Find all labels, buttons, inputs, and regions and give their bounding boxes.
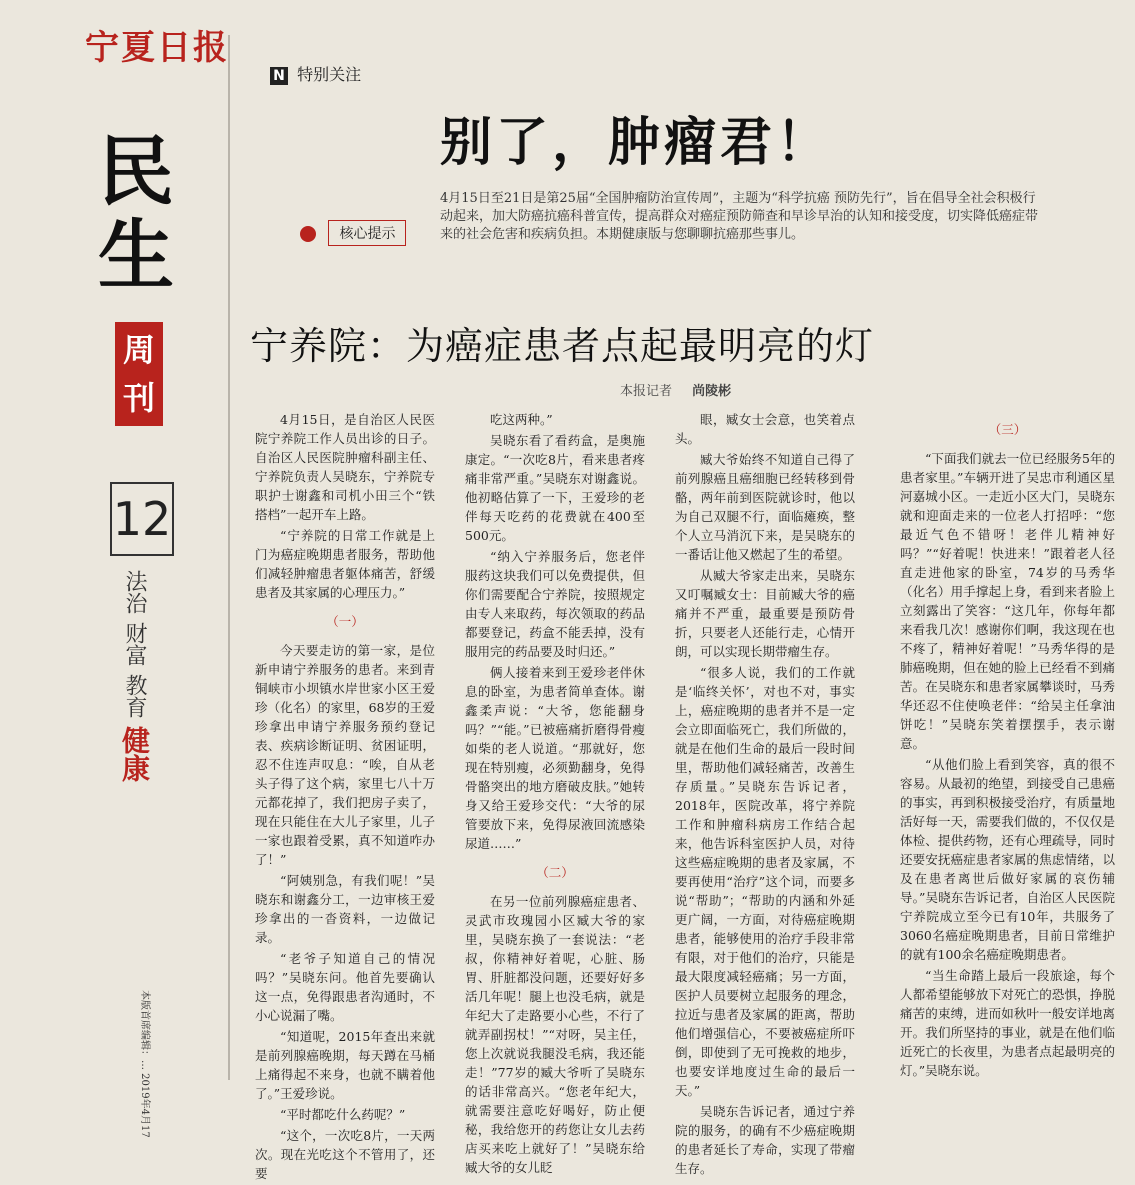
feature-headline: 别了，肿瘤君！	[440, 113, 833, 173]
paragraph: “下面我们就去一位已经服务5年的患者家里。”车辆开进了吴忠市利通区星河嘉城小区。一走近小区大门，吴晓东就和迎面走来的一位老人打招呼：“您最近气色不错呀！老伴儿精神好吗？”“好着呢！快进来！”跟着老人径直走进他家的卧室，74岁的马秀华（化名）用手撑起上身，看到来者脸上立刻露出了笑容：“这几年，你每年都来看我几次！感谢你们啊，我这现在也不疼了，精神好着呢！”马秀华得的是肺癌晚期，但在她的脸上已经看不到痛苦。在吴晓东和患者家属攀谈时，马秀华还忍不住使唤老伴：“给吴主任拿油饼吃！”吴晓东笑着摆摆手，表示谢意。	[900, 451, 1115, 751]
core-tip	[300, 220, 406, 246]
byline	[620, 380, 731, 399]
section-law: 法治	[122, 570, 147, 614]
paragraph: 眼，臧女士会意，也笑着点头。	[675, 412, 855, 446]
feature-tag	[270, 62, 361, 85]
paragraph: 在另一位前列腺癌症患者、灵武市玫瑰园小区臧大爷的家里，吴晓东换了一套说法：“老叔，你精神好着呢，心脏、肠胃、肝脏都没问题，还要好好多活几年呢！腿上也没毛病，就是年纪大了走路要小心些，不行了就弄副拐杖！”“对呀，吴主任，您上次就说我腿没毛病，我还能走！”77岁的臧大爷听了吴晓东的话非常高兴。“您老年纪大，就需要注意吃好喝好，防止便秘，我给您开的药您让女儿去药店买来吃上就好了！”吴晓东给臧大爷的女儿眨	[465, 894, 645, 1175]
paragraph: “平时都吃什么药呢？”	[280, 1107, 406, 1122]
paragraph: 今天要走访的第一家，是位新申请宁养服务的患者。来到青铜峡市小坝镇水岸世家小区王爱珍（化名）的家里，68岁的王爱珍拿出申请宁养服务预约登记表、疾病诊断证明、贫困证明，忍不住连声叹息：“唉，自从老头子得了这个病，家里七八十万元都花掉了，我们把房子卖了，现在只能住在大儿子家里，儿子一家也跟着受累，真不知道咋办了！”	[255, 643, 435, 867]
paragraph: “知道呢，2015年查出来就是前列腺癌晚期，每天蹲在马桶上痛得起不来身，也就不瞒着他了。”王爱珍说。	[255, 1029, 435, 1101]
article-column-4	[900, 410, 1115, 1082]
paragraph: “当生命踏上最后一段旅途，每个人都希望能够放下对死亡的恐惧，挣脱痛苦的束缚，进而如秋叶一般安详地离开。我们所坚持的事业，就是在他们临近死亡的长夜里，为患者点起最明亮的灯。”吴晓东说。	[900, 968, 1115, 1078]
section-health: 健康	[118, 726, 151, 782]
section-divider	[228, 35, 230, 1080]
article-column-2	[465, 410, 645, 1179]
paragraph: “纳入宁养服务后，您老伴服药这块我们可以免费提供，但你们需要配合宁养院，按照规定由专人来取药，每次领取的药品都要登记，药盒不能丢掉，没有服用完的药品要及时归还。”	[465, 549, 645, 659]
n-badge-icon: N	[270, 67, 288, 85]
paragraph: “这个，一次吃8片，一天两次。现在光吃这个不管用了，还要	[255, 1128, 435, 1181]
paragraph: “老爷子知道自己的情况吗？”吴晓东问。他首先要确认这一点，免得跟患者沟通时，不小心说漏了嘴。	[255, 951, 435, 1023]
section-number: （一）	[326, 614, 364, 629]
editor-info: 本版首席编辑：… 2019年4月17	[139, 990, 150, 1138]
paragraph: “从他们脸上看到笑容，真的很不容易。从最初的绝望，到接受自己患癌的事实，再到积极接受治疗，有质量地活好每一天，需要我们做的，不仅仅是体检、提供药物，还有心理疏导，同时还要安抚癌症患者家属的焦虑情绪，以及在患者离世后做好家属的哀伤辅导。”吴晓东告诉记者，自治区人民医院宁养院成立至今已有10年，共服务了3060名癌症晚期患者，目前日常维护的就有100余名癌症晚期患者。	[900, 757, 1115, 962]
article-column-1	[255, 410, 435, 1185]
paragraph: 臧大爷始终不知道自己得了前列腺癌且癌细胞已经转移到骨骼，两年前到医院就诊时，他以为自己双腿不行，面临瘫痪，整个人立马消沉下来，是吴晓东的一番话让他又燃起了生的希望。	[675, 452, 855, 562]
paragraph: “很多人说，我们的工作就是‘临终关怀’，对也不对，事实上，癌症晚期的患者并不是一定会立即面临死亡，我们所做的，就是在他们生命的最后一段时间里，帮助他们减轻痛苦，改善生存质量。”吴晓东告诉记者，2018年，医院改革，将宁养院工作和肿瘤科病房工作结合起来，他告诉科室医护人员，对待这些癌症晚期的患者及家属，不要再使用“治疗”这个词，而要多说“帮助”；“帮助的内涵和外延更广阔，一方面，对待癌症晚期患者，能够使用的治疗手段非常有限，对于他们的治疗，只能是最大限度减轻癌痛；另一方面，医护人员要树立起服务的理念，拉近与患者及家属的距离，帮助他们增强信心，不要被癌症所吓倒，即使到了无可挽救的地步，也要安详地度过生命的最后一天。”	[675, 665, 855, 1098]
paper-masthead: 宁夏日报	[85, 28, 229, 68]
article-title: 宁养院：为癌症患者点起最明亮的灯	[250, 324, 875, 368]
section-list	[120, 570, 160, 790]
feature-intro: 4月15日至21日是第25届“全国肿瘤防治宣传周”，主题为“科学抗癌 预防先行”，旨在倡导全社会积极行动起来，加大防癌抗癌科普宣传，提高群众对癌症预防筛查和早诊早治的认知和接受度，切实降低癌症带来的社会危害和疾病负担。本期健康版与您聊聊抗癌那些事儿。	[440, 191, 1039, 242]
page-number: 12	[110, 482, 174, 556]
section-number: （三）	[988, 422, 1027, 437]
section-number: （二）	[536, 865, 574, 880]
paragraph: “宁养院的日常工作就是上门为癌症晚期患者服务，帮助他们减轻肿瘤患者躯体痛苦，舒缓患者及其家属的心理压力。”	[255, 528, 435, 600]
section-education: 教育	[122, 674, 147, 718]
paragraph: 从臧大爷家走出来，吴晓东又叮嘱臧女士：目前臧大爷的癌痛并不严重，最重要是预防骨折，只要老人还能行走，心情开朗，可以实现长期带瘤生存。	[675, 568, 855, 659]
weekly-label: 周刊	[115, 322, 163, 426]
section-wealth: 财富	[122, 622, 147, 666]
target-icon	[300, 226, 316, 242]
paragraph: 4月15日，是自治区人民医院宁养院工作人员出诊的日子。自治区人民医院肿瘤科副主任、宁养院负责人吴晓东，宁养院专职护士谢鑫和司机小田三个“铁搭档”一起开车上路。	[255, 412, 435, 522]
paragraph: 俩人接着来到王爱珍老伴休息的卧室，为患者简单查体。谢鑫柔声说：“大爷，您能翻身吗？”“能。”已被癌痛折磨得骨瘦如柴的老人说道。“那就好，您现在特别瘦，必须勤翻身，免得骨骼突出的地方磨破皮肤。”她转身又给王爱珍交代：“大爷的尿管要放下来，免得尿液回流感染尿道……”	[465, 665, 645, 851]
core-tip-label: 核心提示	[328, 220, 406, 246]
byline-name: 尚陵彬	[692, 384, 732, 399]
article-column-3	[675, 410, 855, 1180]
paragraph: 吴晓东告诉记者，通过宁养院的服务，的确有不少癌症晚期的患者延长了寿命，实现了带瘤生存。	[675, 1104, 855, 1176]
paragraph: 吴晓东看了看药盒，是奥施康定。“一次吃8片，看来患者疼痛非常严重。”吴晓东对谢鑫说。他初略估算了一下，王爱珍的老伴每天吃药的花费就在400至500元。	[465, 433, 645, 543]
paragraph: 吃这两种。”	[490, 412, 553, 427]
feature-tag-label: 特别关注	[297, 65, 362, 84]
section-title: 民生	[98, 127, 174, 300]
byline-label: 本报记者	[620, 384, 673, 399]
paragraph: “阿姨别急，有我们呢！”吴晓东和谢鑫分工，一边审核王爱珍拿出的一沓资料，一边做记录。	[255, 873, 435, 945]
